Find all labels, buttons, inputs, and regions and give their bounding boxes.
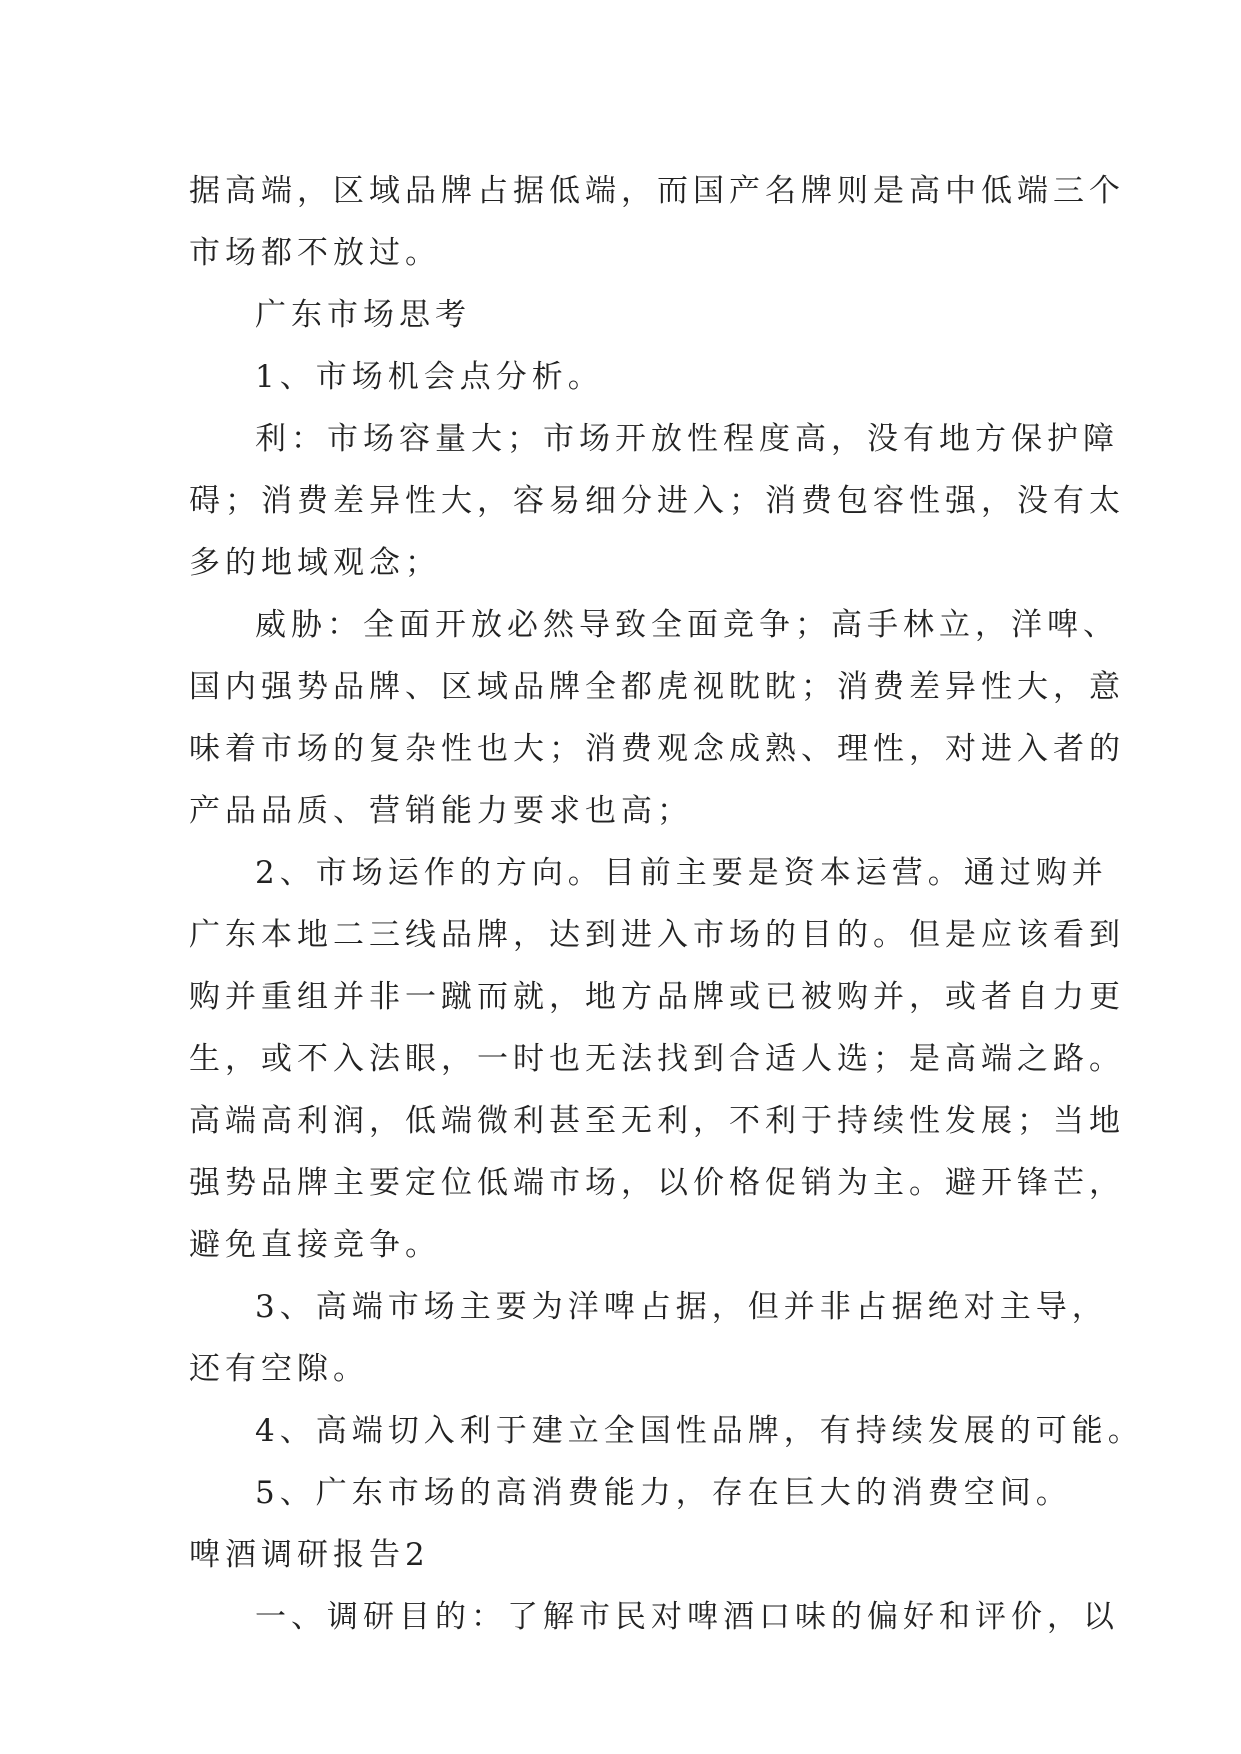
document-body [189, 160, 1144, 1648]
text-line: 避免直接竞争。 [189, 1227, 441, 1263]
text-line: 国内强势品牌、区域品牌全都虎视眈眈；消费差异性大，意 [189, 669, 1125, 705]
text-line: 3、高端市场主要为洋啤占据，但并非占据绝对主导， [255, 1289, 1108, 1325]
text-line: 强势品牌主要定位低端市场，以价格促销为主。避开锋芒， [189, 1165, 1125, 1201]
text-line: 味着市场的复杂性也大；消费观念成熟、理性，对进入者的 [189, 731, 1125, 767]
text-line: 威胁：全面开放必然导致全面竞争；高手林立，洋啤、 [255, 607, 1119, 643]
text-line: 一、调研目的：了解市民对啤酒口味的偏好和评价，以 [255, 1599, 1119, 1635]
text-line: 广东市场思考 [255, 297, 471, 333]
text-line: 购并重组并非一蹴而就，地方品牌或已被购并，或者自力更 [189, 979, 1125, 1015]
text-line: 产品品质、营销能力要求也高； [189, 793, 693, 829]
text-line: 生，或不入法眼，一时也无法找到合适人选；是高端之路。 [189, 1041, 1125, 1077]
text-line: 据高端，区域品牌占据低端，而国产名牌则是高中低端三个 [189, 173, 1125, 209]
text-line: 多的地域观念； [189, 545, 441, 581]
text-line: 利：市场容量大；市场开放性程度高，没有地方保护障 [255, 421, 1119, 457]
text-line: 市场都不放过。 [189, 235, 441, 271]
text-line: 啤酒调研报告2 [189, 1537, 430, 1573]
text-line: 碍；消费差异性大，容易细分进入；消费包容性强，没有太 [189, 483, 1125, 519]
text-line: 5、广东市场的高消费能力，存在巨大的消费空间。 [255, 1475, 1072, 1511]
text-line: 2、市场运作的方向。目前主要是资本运营。通过购并 [255, 855, 1108, 891]
text-line: 4、高端切入利于建立全国性品牌，有持续发展的可能。 [255, 1413, 1144, 1449]
text-line: 还有空隙。 [189, 1351, 369, 1387]
text-line: 高端高利润，低端微利甚至无利，不利于持续性发展；当地 [189, 1103, 1125, 1139]
text-line: 广东本地二三线品牌，达到进入市场的目的。但是应该看到 [189, 917, 1125, 953]
text-line: 1、市场机会点分析。 [255, 359, 604, 395]
